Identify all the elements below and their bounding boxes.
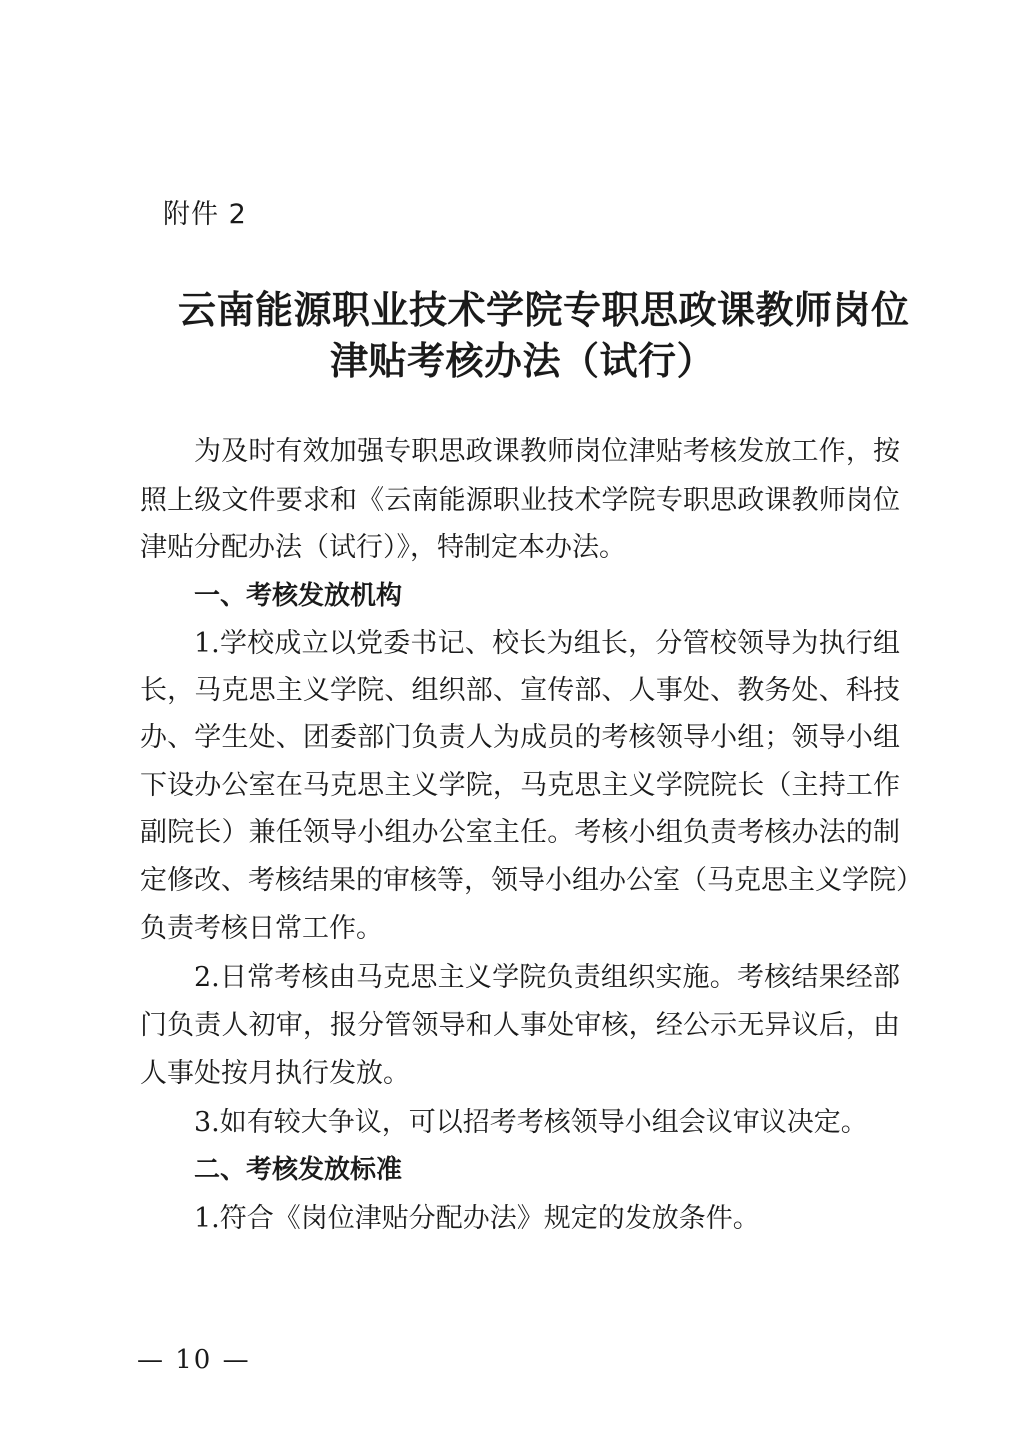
s1-item1-line-5: 副院长）兼任领导小组办公室主任。考核小组负责考核办法的制: [140, 817, 900, 848]
intro-line-2: 照上级文件要求和《云南能源职业技术学院专职思政课教师岗位: [140, 485, 900, 516]
attachment-label: 附件 2: [163, 199, 247, 230]
s1-item3: 3.如有较大争议，可以招考考核领导小组会议审议决定。: [194, 1107, 868, 1138]
page-number: — 10 —: [137, 1345, 251, 1375]
section-2-heading: 二、考核发放标准: [194, 1155, 403, 1185]
section-1-heading: 一、考核发放机构: [194, 581, 403, 611]
s1-item2-line-3: 人事处按月执行发放。: [140, 1058, 410, 1089]
s2-item1: 1.符合《岗位津贴分配办法》规定的发放条件。: [194, 1203, 760, 1234]
s1-item1-line-2: 长，马克思主义学院、组织部、宣传部、人事处、教务处、科技: [140, 675, 900, 706]
s1-item1-line-6: 定修改、考核结果的审核等，领导小组办公室（马克思主义学院）: [140, 865, 923, 896]
intro-line-3: 津贴分配办法（试行）》，特制定本办法。: [140, 532, 626, 563]
title-line-1: 云南能源职业技术学院专职思政课教师岗位: [178, 288, 910, 332]
intro-line-1: 为及时有效加强专职思政课教师岗位津贴考核发放工作，按: [194, 436, 900, 467]
s1-item1-line-1: 1.学校成立以党委书记、校长为组长，分管校领导为执行组: [194, 628, 900, 659]
s1-item2-line-1: 2.日常考核由马克思主义学院负责组织实施。考核结果经部: [194, 962, 900, 993]
s1-item1-line-3: 办、学生处、团委部门负责人为成员的考核领导小组；领导小组: [140, 722, 900, 753]
title-line-2: 津贴考核办法（试行）: [330, 339, 716, 383]
s1-item1-line-7: 负责考核日常工作。: [140, 913, 383, 944]
s1-item1-line-4: 下设办公室在马克思主义学院，马克思主义学院院长（主持工作: [140, 770, 900, 801]
s1-item2-line-2: 门负责人初审，报分管领导和人事处审核，经公示无异议后，由: [140, 1010, 900, 1041]
